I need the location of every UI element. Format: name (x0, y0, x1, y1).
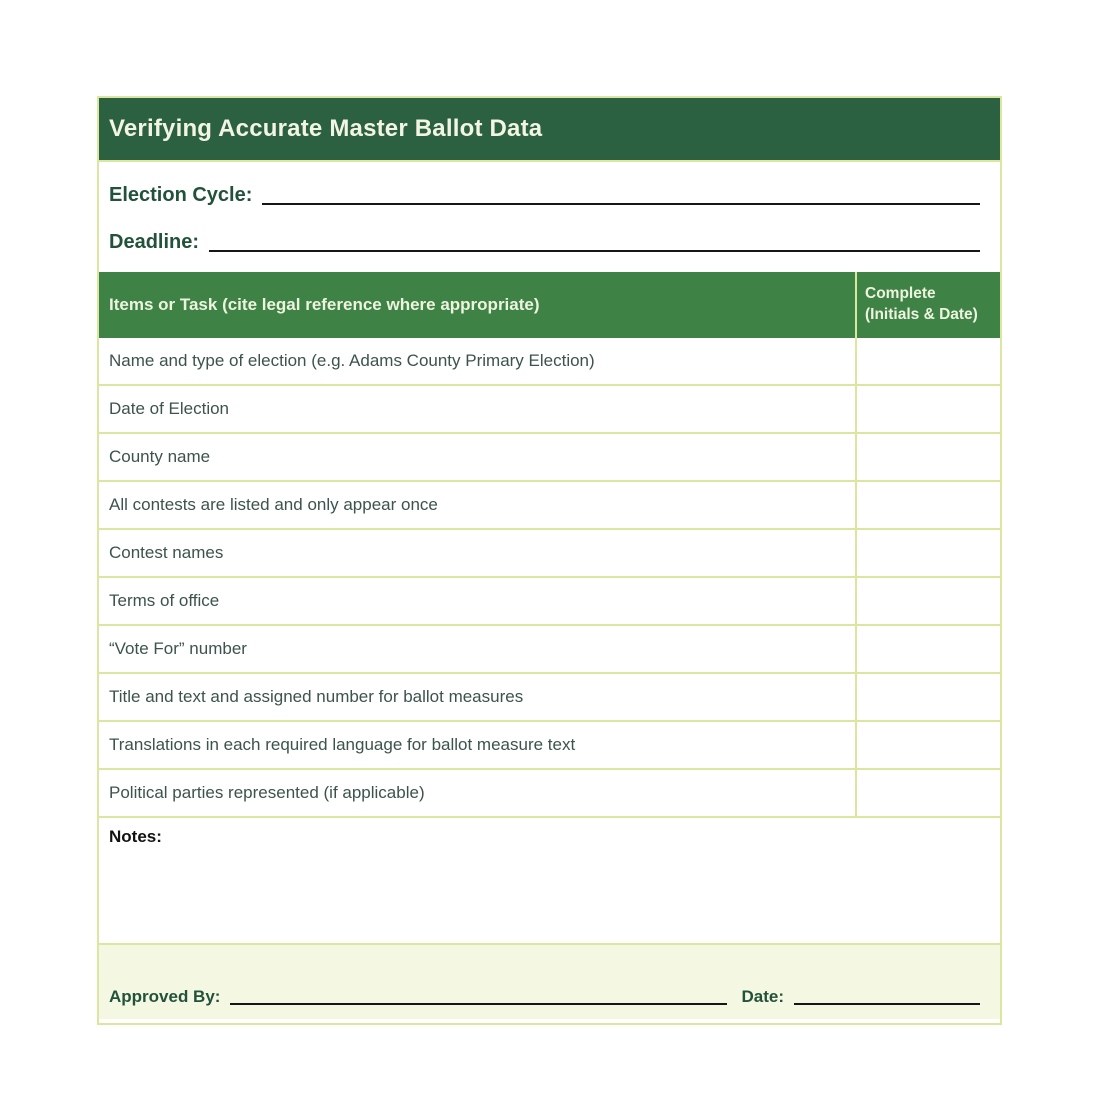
complete-cell[interactable] (855, 386, 1000, 432)
election-cycle-input-line[interactable] (262, 200, 980, 205)
table-row (99, 626, 1000, 674)
table-row (99, 434, 1000, 482)
date-label: Date: (741, 987, 784, 1006)
form-title-bar (99, 98, 1000, 162)
table-header-row (99, 272, 1000, 338)
task-cell: All contests are listed and only appear once (109, 495, 438, 514)
notes-section (99, 818, 1000, 945)
task-cell: Date of Election (109, 399, 230, 418)
deadline-field (109, 232, 980, 252)
election-cycle-field (109, 185, 980, 205)
complete-cell[interactable] (855, 530, 1000, 576)
info-section (99, 162, 1000, 272)
complete-cell[interactable] (855, 434, 1000, 480)
ballot-verification-form (97, 96, 1002, 1025)
table-row (99, 770, 1000, 818)
date-input-line[interactable] (794, 1000, 980, 1005)
complete-cell[interactable] (855, 578, 1000, 624)
task-cell: County name (109, 447, 211, 466)
table-row (99, 386, 1000, 434)
complete-cell[interactable] (855, 722, 1000, 768)
notes-label: Notes: (109, 827, 162, 846)
complete-cell[interactable] (855, 338, 1000, 384)
form-title: Verifying Accurate Master Ballot Data (109, 115, 543, 142)
approval-footer (99, 945, 1000, 1019)
table-row (99, 530, 1000, 578)
complete-column-header (855, 272, 1000, 338)
task-cell: Contest names (109, 543, 224, 562)
task-cell: Terms of office (109, 591, 220, 610)
table-row (99, 338, 1000, 386)
task-cell: Title and text and assigned number for ballot measures (109, 687, 524, 706)
table-row (99, 722, 1000, 770)
table-row (99, 674, 1000, 722)
table-row (99, 482, 1000, 530)
deadline-label: Deadline: (109, 230, 200, 253)
complete-cell[interactable] (855, 482, 1000, 528)
complete-header-line2: (Initials & Date) (865, 306, 978, 323)
complete-cell[interactable] (855, 626, 1000, 672)
approved-by-input-line[interactable] (230, 1000, 727, 1005)
task-cell: Political parties represented (if applicable) (109, 783, 425, 802)
task-cell: Translations in each required language for ballot measure text (109, 735, 576, 754)
table-row (99, 578, 1000, 626)
approved-by-label: Approved By: (109, 987, 221, 1006)
complete-cell[interactable] (855, 674, 1000, 720)
items-column-header: Items or Task (cite legal reference where appropriate) (109, 295, 540, 314)
task-cell: “Vote For” number (109, 639, 247, 658)
election-cycle-label: Election Cycle: (109, 183, 253, 206)
notes-input-area[interactable] (109, 847, 990, 934)
complete-header-line1: Complete (865, 285, 936, 303)
deadline-input-line[interactable] (209, 247, 980, 252)
task-cell: Name and type of election (e.g. Adams County Primary Election) (109, 351, 595, 370)
complete-cell[interactable] (855, 770, 1000, 816)
